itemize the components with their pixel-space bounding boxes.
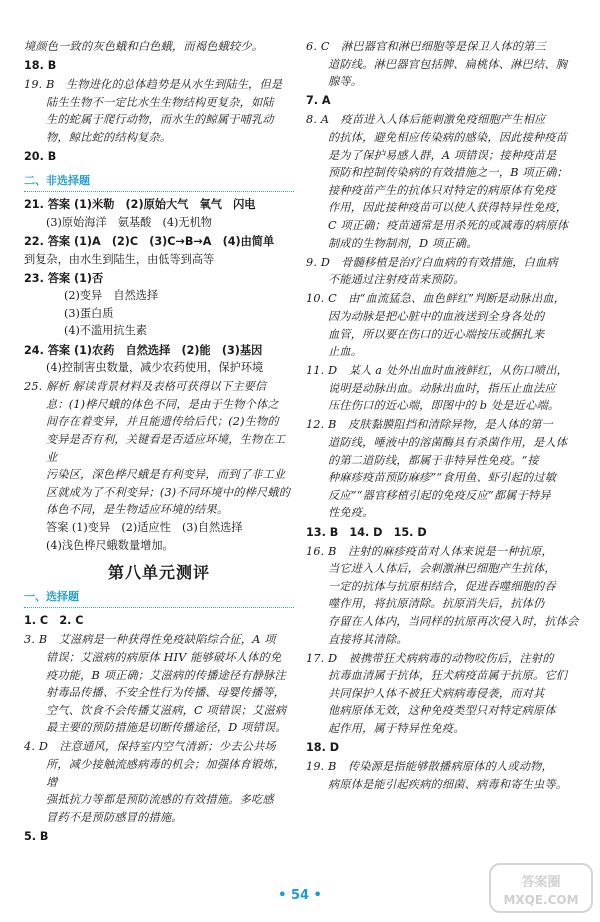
right-column [306, 38, 580, 795]
svg-text:答案圈: 答案圈 [521, 875, 561, 890]
answer-10: 10. C 由“血流猛急、血色鲜红”判断是动脉出血， 因为动脉是把心脏中的血液送到全身各处的 血管，所以要在伤口的近心端按压或捆扎来 止血。 [306, 292, 566, 359]
answer-19-right: 19. B 传染源是指能够散播病原体的人或动物， 病原体是能引起疾病的细菌、病毒和寄生虫等。 [306, 760, 568, 791]
answer-4: 4. D 注意通风，保持室内空气清新；少去公共场 所，减少接触流感病毒的机会；加强体育锻炼，增 强抵抗力等都是预防流感的有效措施。多吃感 冒药不是预防感冒的措施。 [24, 740, 286, 824]
answer-13-15: 13. B 14. D 15. D [306, 525, 427, 539]
answer-23: 23. 答案 (1)否 (2)变异 自然选择 (3)蛋白质 (4)不滥用抗生素 [24, 271, 159, 338]
answer-18: 18. B [24, 59, 57, 73]
answer-18-right: 18. D [306, 741, 339, 755]
section-heading-nonchoice: 二、非选择题 [24, 173, 90, 187]
left-column [24, 38, 294, 847]
answer-9: 9. D 骨髓移植是治疗白血病的有效措施，白血病 不能通过注射疫苗来预防。 [306, 255, 558, 287]
answer-12: 12. B 皮肤黏膜阻挡和清除异物，是人体的第一 道防线，唾液中的溶菌酶具有杀菌作用，是人体 的第二道防线，都属于非特异性免疫。“接 种麻疹疫苗预防麻疹”“食用鱼、虾引起的过敏 反应”“器官移植引起的免疫反应”都属于特异 性免疫。 [306, 418, 568, 520]
answer-16: 16. B 注射的麻疹疫苗对人体来说是一种抗原， 当它进入人体后，会刺激淋巴细胞产生抗体， 一定的抗体与抗原相结合，促进吞噬细胞的吞 噬作用，将抗原清除。抗原消失后，抗体仍 存留在人体内，当同样的抗原再次侵入时，抗体会 直接将其清除。 [306, 544, 579, 646]
section-heading-choice: 一、选择题 [24, 589, 79, 603]
answer-5: 5. B [24, 829, 49, 843]
section-divider [24, 191, 294, 192]
answer-6: 6. C 淋巴器官和淋巴细胞等是保卫人体的第三 道防线。淋巴器官包括脾、扁桃体、淋巴结、胸 腺等。 [306, 40, 568, 89]
unit-title: 第八单元测评 [107, 563, 210, 583]
svg-text:MXQE.COM: MXQE.COM [503, 893, 579, 907]
answer-3: 3. B 艾滋病是一种获得性免疫缺陷综合征，A 项 错误；艾滋病的病原体 HIV 能够破坏人体的免 疫功能，B 项正确；艾滋病的传播途径有静脉注 射毒品传播、不安全性行为传播、母婴传播等， 空气、饮食不会传播艾滋病，C 项错误；艾滋病 最主要的预防措施是切断传播途径，D 项错误。 [24, 633, 287, 735]
answer-24: 24. 答案 (1)农药 自然选择 (2)能 (3)基因 (4)控制害虫数量，减少农药使用，保护环境 [24, 343, 264, 375]
answer-22: 22. 答案 (1)A (2)C (3)C→B→A (4)由简单 到复杂，由水生到陆生，由低等到高等 [24, 234, 275, 266]
answer-7: 7. A [306, 94, 331, 108]
watermark-logo [488, 860, 594, 916]
continued-text: 境颜色一致的灰色蛾和白色蛾，而褐色蛾较少。 [24, 40, 264, 53]
answer-11: 11. D 某人 a 处外出血时血液鲜红，从伤口喷出， 说明是动脉出血。动脉出血时，指压止血法应 压住伤口的近心端，即图中的 b 处是近心端。 [306, 364, 569, 413]
answer-21: 21. 答案 (1)米勒 (2)原始大气 氧气 闪电 (3)原始海洋 氨基酸 (4)无机物 [24, 198, 256, 229]
answer-8: 8. A 疫苗进入人体后能刺激免疫细胞产生相应 的抗体，避免相应传染病的感染，因此接种疫苗 是为了保护易感人群，A 项错误；接种疫苗是 预防和控制传染病的有效措施之一，B 项正确； 接种疫苗产生的抗体只对特定的病原体有免疫 作用，因此接种疫苗可以使人获得特异性免疫， C 项正确；疫苗通常是用杀死的或减毒的病原体 制成的生物制剂，D 项正确。 [306, 113, 569, 250]
answer-20: 20. B [24, 150, 57, 164]
answer-1-2: 1. C 2. C [24, 614, 84, 628]
answer-17: 17. D 被携带狂犬病病毒的动物咬伤后，注射的 抗毒血清属于抗体，狂犬病疫苗属于抗原。它们 共同保护人体不被狂犬病病毒侵袭，而对其 他病原体无效，这种免疫类型只对特定病原体 起作用，属于特异性免疫。 [306, 651, 568, 736]
section-divider-2 [24, 607, 294, 608]
answer-25: 25. 解析 解读背景材料及表格可获得以下主要信 息：(1)桦尺蛾的体色不同，是由于生物个体之 间存在着变异，并且能遗传给后代；(2)生物的 变异是否有利，关键看是否适应环境，生物在工业 污染区，深色桦尺蛾是有利变异，而到了非工业 区就成为了不利变异；(3)不同环境中的桦尺蛾的 体色不同，是生物适应环境的结果。 答案 (1)变异 (2)适应性 (3)自然选择 (4)浅色桦尺蛾数量增加。 [24, 380, 291, 552]
page-number: • 54 • [278, 888, 322, 903]
answer-19: 19. B 生物进化的总体趋势是从水生到陆生，但是 陆生生物不一定比水生生物结构更复杂，如陆 生的蛇属于爬行动物，而水生的鲸属于哺乳动 物，鲸比蛇的结构复杂。 [24, 78, 283, 144]
